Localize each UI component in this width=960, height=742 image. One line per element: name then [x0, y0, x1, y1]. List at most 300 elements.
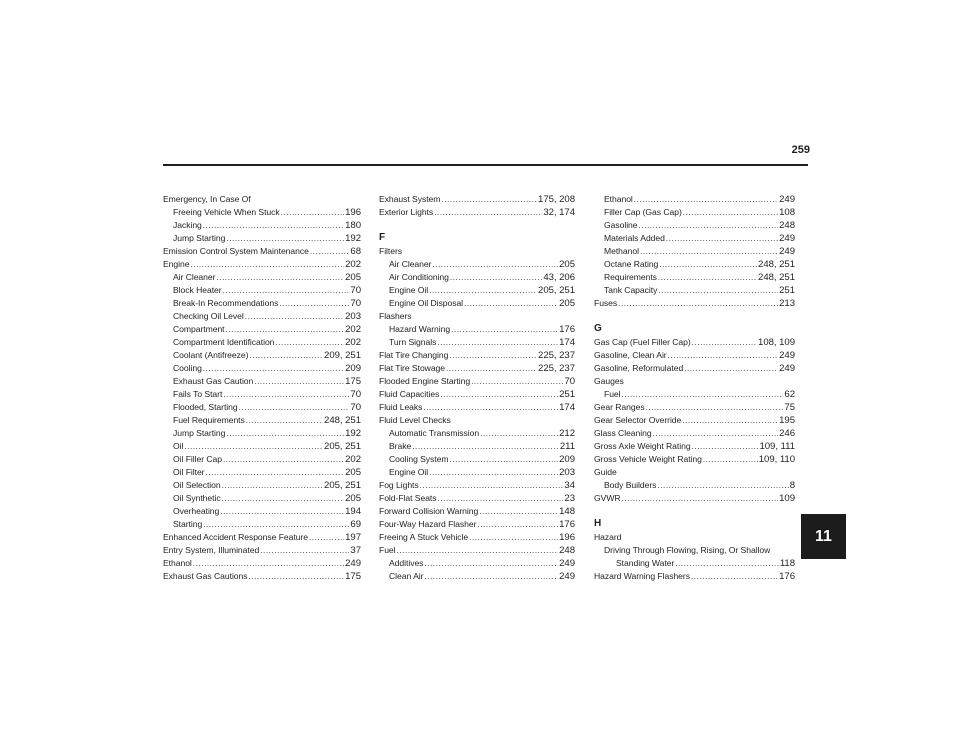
index-subentry — [163, 479, 361, 492]
entry-page-ref: 175 — [345, 376, 361, 387]
entry-page-ref: 176 — [559, 519, 575, 530]
entry-term: GVWR — [594, 493, 621, 503]
entry-page-ref: 118 — [779, 558, 795, 569]
entry-page-ref: 109, 110 — [758, 454, 795, 465]
dot-leader — [668, 349, 779, 362]
entry-page-ref: 249 — [779, 363, 795, 374]
entry-term: Fluid Level Checks — [379, 415, 451, 425]
entry-term: Gas Cap (Fuel Filler Cap) — [594, 337, 691, 347]
dot-leader — [206, 466, 345, 479]
index-entry — [594, 466, 795, 479]
entry-term: Standing Water — [616, 558, 675, 568]
entry-page-ref: 205, 251 — [538, 285, 575, 296]
entry-page-ref: 248 — [779, 220, 795, 231]
dot-leader — [449, 349, 537, 362]
entry-term: Exterior Lights — [379, 207, 434, 217]
index-entry — [163, 531, 361, 544]
entry-page-ref: 197 — [345, 532, 361, 543]
dot-leader — [658, 271, 757, 284]
dot-leader — [438, 492, 564, 505]
entry-page-ref: 43, 206 — [543, 272, 575, 283]
dot-leader — [480, 427, 558, 440]
entry-page-ref: 205 — [345, 493, 361, 504]
dot-leader — [190, 258, 344, 271]
index-entry — [163, 245, 361, 258]
index-entry — [594, 362, 795, 375]
dot-leader — [653, 427, 779, 440]
entry-term: Jump Starting — [173, 233, 226, 243]
entry-page-ref: 109, 111 — [759, 441, 795, 452]
entry-page-ref: 68 — [350, 246, 361, 257]
dot-leader — [222, 479, 323, 492]
entry-page-ref: 249 — [779, 246, 795, 257]
entry-term: Gear Ranges — [594, 402, 645, 412]
entry-term: Entry System, Illuminated — [163, 545, 260, 555]
entry-term: Jump Starting — [173, 428, 226, 438]
index-subentry — [379, 336, 575, 349]
entry-page-ref: 205 — [559, 259, 575, 270]
dot-leader — [245, 310, 344, 323]
entry-term: Emission Control System Maintenance — [163, 246, 309, 256]
index-entry — [594, 297, 795, 310]
dot-leader — [397, 544, 559, 557]
entry-page-ref: 248, 251 — [758, 272, 795, 283]
entry-term: Ethanol — [163, 558, 192, 568]
index-subentry — [163, 232, 361, 245]
entry-term: Fuel — [379, 545, 396, 555]
index-subentry — [379, 453, 575, 466]
entry-term: Air Cleaner — [389, 259, 432, 269]
index-column-3 — [594, 193, 795, 583]
entry-term: Overheating — [173, 506, 220, 516]
entry-term: Four-Way Hazard Flasher — [379, 519, 477, 529]
dot-leader — [275, 336, 344, 349]
entry-page-ref: 209 — [559, 454, 575, 465]
dot-leader — [423, 401, 558, 414]
dot-leader — [309, 531, 344, 544]
dot-leader — [464, 297, 558, 310]
entry-term: Additives — [389, 558, 424, 568]
entry-page-ref: 70 — [564, 376, 575, 387]
index-subentry — [379, 440, 575, 453]
index-subentry — [594, 232, 795, 245]
index-subentry — [379, 323, 575, 336]
entry-page-ref: 175, 208 — [538, 194, 575, 205]
index-entry — [379, 544, 575, 557]
entry-term: Flat Tire Changing — [379, 350, 449, 360]
entry-page-ref: 62 — [784, 389, 795, 400]
entry-term: Tank Capacity — [604, 285, 658, 295]
entry-page-ref: 203 — [559, 467, 575, 478]
entry-page-ref: 196 — [345, 207, 361, 218]
dot-leader — [440, 388, 558, 401]
dot-leader — [226, 427, 344, 440]
index-entry — [379, 518, 575, 531]
dot-leader — [203, 518, 349, 531]
entry-term: Gasoline, Reformulated — [594, 363, 684, 373]
index-entry — [163, 544, 361, 557]
index-subentry — [163, 310, 361, 323]
entry-term: Air Cleaner — [173, 272, 216, 282]
entry-term: Filters — [379, 246, 403, 256]
index-subentry — [594, 271, 795, 284]
entry-page-ref: 70 — [350, 402, 361, 413]
dot-leader — [684, 362, 778, 375]
section-letter: H — [594, 518, 602, 529]
entry-page-ref: 205 — [345, 272, 361, 283]
index-subentry — [379, 258, 575, 271]
entry-page-ref: 249 — [559, 558, 575, 569]
dot-leader — [220, 505, 344, 518]
entry-term: Octane Rating — [604, 259, 659, 269]
index-entry — [594, 570, 795, 583]
entry-page-ref: 192 — [345, 233, 361, 244]
entry-term: Engine Oil Disposal — [389, 298, 464, 308]
entry-term: Exhaust Gas Caution — [173, 376, 254, 386]
entry-term: Starting — [173, 519, 203, 529]
dot-leader — [471, 375, 563, 388]
dot-leader — [424, 570, 558, 583]
index-subentry — [594, 258, 795, 271]
entry-term: Cooling System — [389, 454, 449, 464]
index-entry — [379, 349, 575, 362]
entry-page-ref: 203 — [345, 311, 361, 322]
index-subentry — [163, 492, 361, 505]
entry-term: Fluid Capacities — [379, 389, 440, 399]
entry-page-ref: 225, 237 — [538, 350, 575, 361]
index-entry — [163, 557, 361, 570]
dot-leader — [450, 271, 542, 284]
index-entry — [379, 310, 575, 323]
dot-leader — [659, 258, 757, 271]
dot-leader — [639, 219, 779, 232]
dot-leader — [260, 544, 349, 557]
dot-leader — [618, 297, 778, 310]
entry-term: Hazard Warning — [389, 324, 451, 334]
index-entry — [379, 362, 575, 375]
index-subentry — [163, 388, 361, 401]
entry-term: Engine — [163, 259, 190, 269]
section-letter: F — [379, 232, 386, 243]
entry-page-ref: 180 — [345, 220, 361, 231]
dot-leader — [683, 206, 778, 219]
entry-page-ref: 175 — [345, 571, 361, 582]
index-subentry — [379, 297, 575, 310]
section-letter: G — [594, 323, 602, 334]
index-subentry — [594, 206, 795, 219]
entry-term: Filler Cap (Gas Cap) — [604, 207, 682, 217]
entry-term: Methanol — [604, 246, 639, 256]
dot-leader — [441, 193, 537, 206]
section-spacer — [594, 505, 795, 517]
dot-leader — [412, 440, 559, 453]
dot-leader — [622, 388, 784, 401]
index-entry — [379, 492, 575, 505]
entry-term: Flooded, Starting — [173, 402, 238, 412]
dot-leader — [449, 453, 558, 466]
entry-term: Gross Vehicle Weight Rating — [594, 454, 702, 464]
dot-leader — [184, 440, 323, 453]
entry-term: Compartment — [173, 324, 225, 334]
index-subentry — [163, 323, 361, 336]
index-entry — [379, 245, 575, 258]
index-subentry — [163, 349, 361, 362]
index-subentry — [594, 388, 795, 401]
page-number: 259 — [791, 144, 810, 156]
dot-leader — [446, 362, 537, 375]
dot-leader — [203, 219, 344, 232]
entry-page-ref: 205 — [345, 467, 361, 478]
index-entry — [163, 193, 361, 206]
entry-term: Fails To Start — [173, 389, 223, 399]
index-subentry — [594, 193, 795, 206]
entry-term: Oil Filter — [173, 467, 205, 477]
dot-leader — [646, 401, 784, 414]
entry-page-ref: 195 — [779, 415, 795, 426]
dot-leader — [691, 570, 778, 583]
entry-term: Engine Oil — [389, 467, 429, 477]
entry-term: Coolant (Antifreeze) — [173, 350, 249, 360]
entry-page-ref: 249 — [345, 558, 361, 569]
section-spacer — [379, 219, 575, 231]
entry-term: Turn Signals — [389, 337, 437, 347]
entry-term: Hazard — [594, 532, 622, 542]
index-subentry — [163, 206, 361, 219]
entry-term: Driving Through Flowing, Rising, Or Shallow — [604, 545, 771, 555]
index-subentry — [163, 219, 361, 232]
entry-page-ref: 196 — [559, 532, 575, 543]
entry-term: Break-In Recommendations — [173, 298, 279, 308]
dot-leader — [249, 570, 345, 583]
entry-page-ref: 246 — [779, 428, 795, 439]
dot-leader — [434, 206, 542, 219]
index-subentry — [163, 453, 361, 466]
dot-leader — [692, 440, 759, 453]
index-entry — [163, 570, 361, 583]
index-entry — [379, 505, 575, 518]
entry-term: Jacking — [173, 220, 202, 230]
entry-term: Gasoline, Clean Air — [594, 350, 667, 360]
index-subentry — [379, 466, 575, 479]
dot-leader — [622, 492, 779, 505]
entry-term: Oil Synthetic — [173, 493, 221, 503]
entry-term: Block Heater — [173, 285, 222, 295]
entry-page-ref: 8 — [789, 480, 795, 491]
index-subentry — [594, 219, 795, 232]
index-subentry — [379, 271, 575, 284]
entry-term: Flat Tire Stowage — [379, 363, 446, 373]
index-entry — [594, 531, 795, 544]
index-entry — [594, 427, 795, 440]
entry-page-ref: 32, 174 — [543, 207, 575, 218]
dot-leader — [223, 453, 344, 466]
index-entry — [379, 414, 575, 427]
chapter-tab: 11 — [801, 514, 846, 559]
entry-term: Exhaust Gas Cautions — [163, 571, 248, 581]
dot-leader — [281, 206, 344, 219]
index-subentry — [163, 401, 361, 414]
entry-term: Gear Selector Override — [594, 415, 682, 425]
entry-term: Flooded Engine Starting — [379, 376, 471, 386]
index-entry — [379, 401, 575, 414]
dot-leader — [249, 349, 323, 362]
entry-page-ref: 205 — [559, 298, 575, 309]
entry-term: Fuses — [594, 298, 618, 308]
entry-page-ref: 75 — [784, 402, 795, 413]
dot-leader — [216, 271, 344, 284]
dot-leader — [640, 245, 778, 258]
entry-page-ref: 176 — [559, 324, 575, 335]
entry-page-ref: 70 — [350, 389, 361, 400]
entry-term: Clean Air — [389, 571, 424, 581]
dot-leader — [432, 258, 558, 271]
index-subentry — [163, 518, 361, 531]
dot-leader — [429, 284, 537, 297]
entry-page-ref: 70 — [350, 298, 361, 309]
dot-leader — [682, 414, 778, 427]
header-rule — [163, 164, 808, 166]
dot-leader — [666, 232, 778, 245]
index-subentry — [163, 362, 361, 375]
entry-page-ref: 23 — [564, 493, 575, 504]
entry-page-ref: 34 — [564, 480, 575, 491]
entry-page-ref: 225, 237 — [538, 363, 575, 374]
index-entry — [379, 206, 575, 219]
dot-leader — [246, 414, 323, 427]
index-subentry — [594, 544, 795, 557]
dot-leader — [657, 479, 788, 492]
entry-term: Gauges — [594, 376, 624, 386]
dot-leader — [469, 531, 558, 544]
entry-term: Flashers — [379, 311, 412, 321]
index-entry — [594, 401, 795, 414]
entry-page-ref: 37 — [350, 545, 361, 556]
index-subentry — [594, 557, 795, 570]
entry-page-ref: 174 — [559, 337, 575, 348]
entry-page-ref: 209, 251 — [324, 350, 361, 361]
entry-term: Checking Oil Level — [173, 311, 244, 321]
entry-page-ref: 213 — [779, 298, 795, 309]
entry-page-ref: 174 — [559, 402, 575, 413]
entry-term: Fold-Flat Seats — [379, 493, 437, 503]
index-subentry — [163, 375, 361, 388]
index-subentry — [379, 557, 575, 570]
dot-leader — [675, 557, 779, 570]
entry-term: Freeing A Stuck Vehicle — [379, 532, 469, 542]
index-column-1 — [163, 193, 361, 583]
entry-page-ref: 251 — [779, 285, 795, 296]
dot-leader — [279, 297, 349, 310]
index-entry — [163, 258, 361, 271]
entry-term: Materials Added — [604, 233, 665, 243]
entry-term: Fuel — [604, 389, 621, 399]
entry-page-ref: 192 — [345, 428, 361, 439]
index-subentry — [163, 466, 361, 479]
dot-leader — [429, 466, 558, 479]
index-entry — [594, 440, 795, 453]
entry-page-ref: 194 — [345, 506, 361, 517]
entry-term: Guide — [594, 467, 617, 477]
dot-leader — [477, 518, 558, 531]
entry-page-ref: 202 — [345, 454, 361, 465]
dot-leader — [451, 323, 558, 336]
entry-term: Fluid Leaks — [379, 402, 423, 412]
entry-page-ref: 251 — [559, 389, 575, 400]
entry-page-ref: 205, 251 — [324, 441, 361, 452]
entry-term: Glass Cleaning — [594, 428, 652, 438]
entry-page-ref: 148 — [559, 506, 575, 517]
dot-leader — [193, 557, 344, 570]
index-subentry — [594, 245, 795, 258]
entry-page-ref: 249 — [779, 350, 795, 361]
entry-term: Forward Collision Warning — [379, 506, 479, 516]
index-subentry — [163, 505, 361, 518]
entry-term: Hazard Warning Flashers — [594, 571, 690, 581]
entry-term: Oil — [173, 441, 184, 451]
entry-page-ref: 176 — [779, 571, 795, 582]
index-subentry — [163, 297, 361, 310]
entry-term: Engine Oil — [389, 285, 429, 295]
entry-term: Freeing Vehicle When Stuck — [173, 207, 280, 217]
index-column-2 — [379, 193, 575, 583]
entry-term: Emergency, In Case Of — [163, 194, 251, 204]
entry-page-ref: 202 — [345, 324, 361, 335]
entry-page-ref: 212 — [559, 428, 575, 439]
dot-leader — [703, 453, 758, 466]
dot-leader — [420, 479, 564, 492]
entry-page-ref: 249 — [779, 233, 795, 244]
index-entry — [594, 414, 795, 427]
entry-term: Requirements — [604, 272, 657, 282]
entry-term: Exhaust System — [379, 194, 441, 204]
entry-term: Gross Axle Weight Rating — [594, 441, 691, 451]
dot-leader — [239, 401, 350, 414]
index-subentry — [163, 427, 361, 440]
index-subentry — [163, 336, 361, 349]
dot-leader — [634, 193, 778, 206]
entry-page-ref: 108 — [779, 207, 795, 218]
entry-term: Cooling — [173, 363, 202, 373]
dot-leader — [223, 388, 349, 401]
entry-page-ref: 249 — [559, 571, 575, 582]
entry-term: Body Builders — [604, 480, 657, 490]
entry-page-ref: 248, 251 — [324, 415, 361, 426]
index-subentry — [379, 284, 575, 297]
section-spacer — [594, 310, 795, 322]
entry-term: Air Conditioning — [389, 272, 449, 282]
entry-term: Enhanced Accident Response Feature — [163, 532, 308, 542]
index-entry — [379, 375, 575, 388]
dot-leader — [424, 557, 558, 570]
dot-leader — [658, 284, 778, 297]
entry-page-ref: 202 — [345, 337, 361, 348]
entry-term: Ethanol — [604, 194, 633, 204]
entry-page-ref: 70 — [350, 285, 361, 296]
dot-leader — [254, 375, 344, 388]
index-entry — [379, 388, 575, 401]
index-subentry — [379, 570, 575, 583]
index-entry — [379, 531, 575, 544]
index-subentry — [594, 479, 795, 492]
index-subentry — [163, 414, 361, 427]
dot-leader — [203, 362, 344, 375]
entry-page-ref: 248 — [559, 545, 575, 556]
index-entry — [594, 349, 795, 362]
entry-page-ref: 69 — [350, 519, 361, 530]
entry-term: Fuel Requirements — [173, 415, 245, 425]
index-entry — [594, 492, 795, 505]
dot-leader — [226, 232, 344, 245]
